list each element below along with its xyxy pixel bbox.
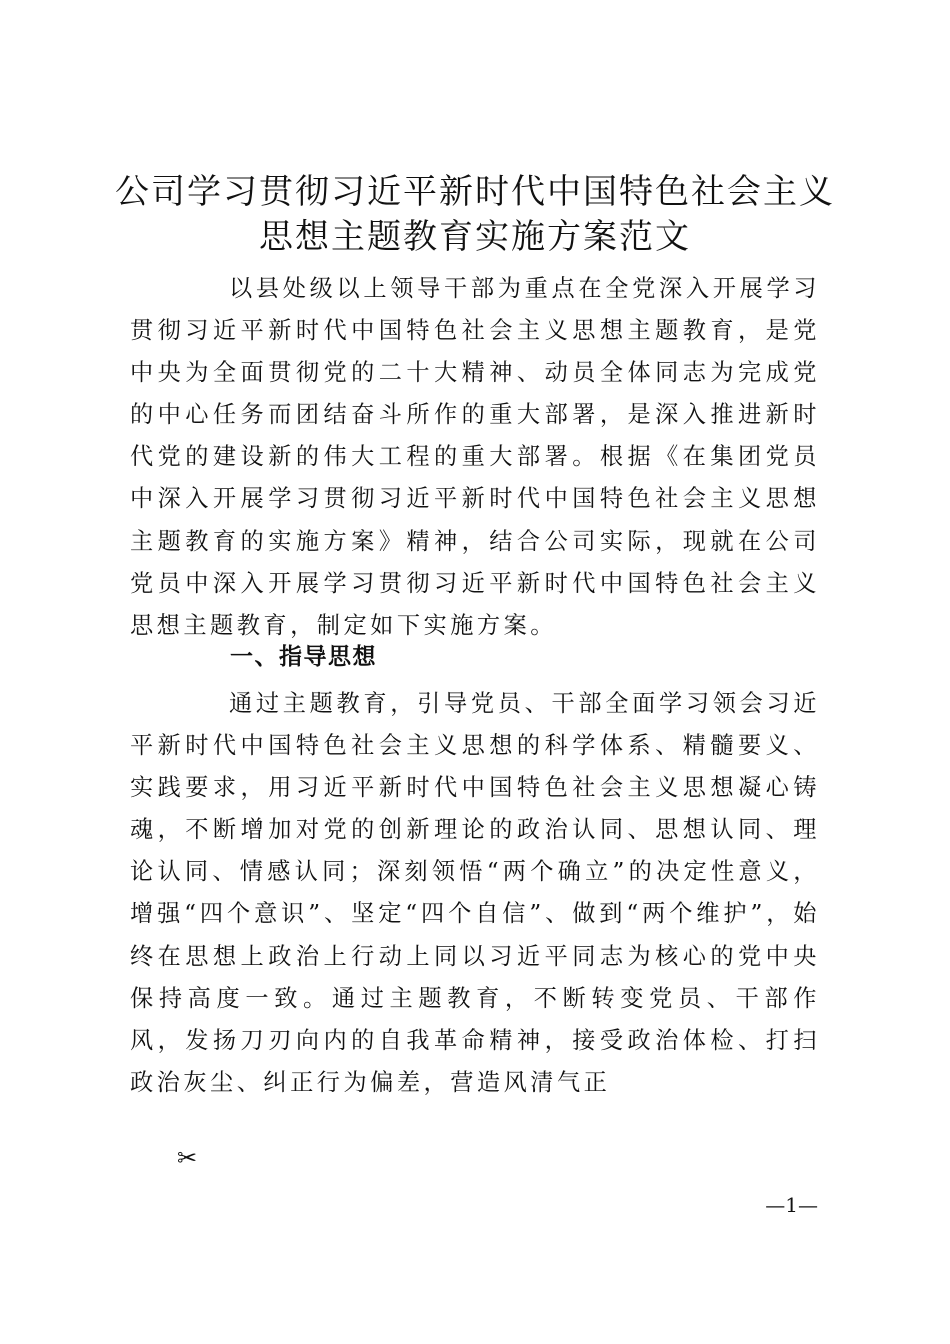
section1-paragraph-block [130,683,820,1104]
intro-paragraph-block [130,268,820,647]
document-title-line-1: 公司学习贯彻习近平新时代中国特色社会主义 [115,172,835,212]
section-heading-guiding-ideology: 一、指导思想 [230,644,377,670]
section1-paragraph: 通过主题教育，引导党员、干部全面学习领会习近平新时代中国特色社会主义思想的科学体系、精髓要义、实践要求，用习近平新时代中国特色社会主义思想凝心铸魂，不断增加对党的创新理论的政治认同、思想认同、理论认同、情感认同；深刻领悟“两个确立”的决定性意义，增强“四个意识”、坚定“四个自信”、做到“两个维护”，始终在思想上政治上行动上同以习近平同志为核心的党中央保持高度一致。通过主题教育，不断转变党员、干部作风，发扬刀刃向内的自我革命精神，接受政治体检、打扫政治灰尘、纠正行为偏差，营造风清气正 [130,690,820,1096]
intro-paragraph: 以县处级以上领导干部为重点在全党深入开展学习贯彻习近平新时代中国特色社会主义思想主题教育，是党中央为全面贯彻党的二十大精神、动员全体同志为完成党的中心任务而团结奋斗所作的重大部署，是深入推进新时代党的建设新的伟大工程的重大部署。根据《在集团党员中深入开展学习贯彻习近平新时代中国特色社会主义思想主题教育的实施方案》精神，结合公司实际，现就在公司党员中深入开展学习贯彻习近平新时代中国特色社会主义思想主题教育，制定如下实施方案。 [130,275,820,639]
document-title-line-2: 思想主题教育实施方案范文 [259,217,691,257]
page-number: —1— [765,1193,818,1217]
scissors-icon: ✂ [177,1144,198,1172]
